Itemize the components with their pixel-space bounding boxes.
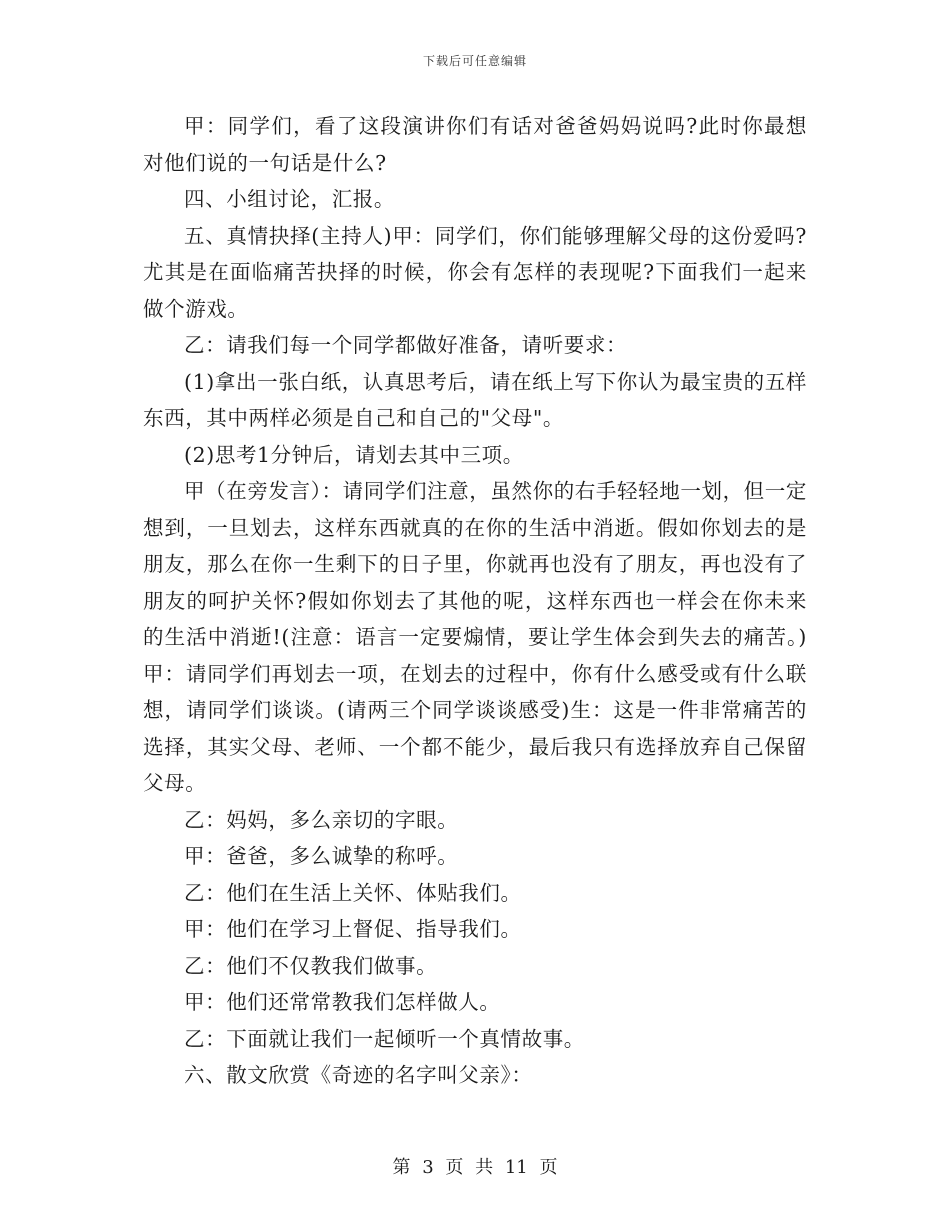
paragraph: 乙：他们不仅教我们做事。: [184, 953, 438, 978]
paragraph: 五、真情抉择(主持人)甲：同学们，你们能够理解父母的这份爱吗?尤其是在面临痛苦抉择的时候，你会有怎样的表现呢?下面我们一起来做个游戏。: [143, 223, 807, 321]
page-number-footer: 第 3 页 共 11 页: [392, 1157, 558, 1178]
paragraph: 四、小组讨论，汇报。: [184, 187, 395, 211]
paragraph: 甲：他们在学习上督促、指导我们。: [184, 917, 522, 941]
paragraph: 乙：请我们每一个同学都做好准备，请听要求：: [184, 333, 628, 357]
paragraph: 乙：下面就让我们一起倾听一个真情故事。: [184, 1026, 585, 1051]
paragraph: 甲：同学们，看了这段演讲你们有话对爸爸妈妈说吗?此时你最想对他们说的一句话是什么?: [143, 114, 807, 175]
paragraph: 甲：爸爸，多么诚挚的称呼。: [184, 844, 459, 868]
paragraph: 乙：他们在生活上关怀、体贴我们。: [184, 880, 522, 905]
paragraph: (2)思考1分钟后，请划去其中三项。: [184, 442, 524, 467]
paragraph: 乙：妈妈，多么亲切的字眼。: [184, 807, 459, 832]
paragraph: (1)拿出一张白纸，认真思考后，请在纸上写下你认为最宝贵的五样东西，其中两样必须是自己和自己的"父母"。: [143, 369, 807, 430]
paragraph: 甲（在旁发言）：请同学们注意，虽然你的右手轻轻地一划，但一定想到，一旦划去，这样东西就真的在你的生活中消逝。假如你划去的是朋友，那么在你一生剩下的日子里，你就再也没有了朋友，再也没有了朋友的呵护关怀?假如你划去了其他的呢，这样东西也一样会在你未来的生活中消逝!(注意：语言一定要煽情，要让学生体会到失去的痛苦。)甲：请同学们再划去一项，在划去的过程中，你有什么感受或有什么联想，请同学们谈谈。(请两三个同学谈谈感受)生：这是一件非常痛苦的选择，其实父母、老师、一个都不能少，最后我只有选择放弃自己保留父母。: [143, 479, 807, 795]
paragraph: 甲：他们还常常教我们怎样做人。: [184, 990, 501, 1014]
paragraph: 六、散文欣赏《奇迹的名字叫父亲》：: [184, 1063, 533, 1087]
document-body: [143, 108, 807, 1094]
page-header: 下载后可任意编辑: [422, 54, 527, 68]
